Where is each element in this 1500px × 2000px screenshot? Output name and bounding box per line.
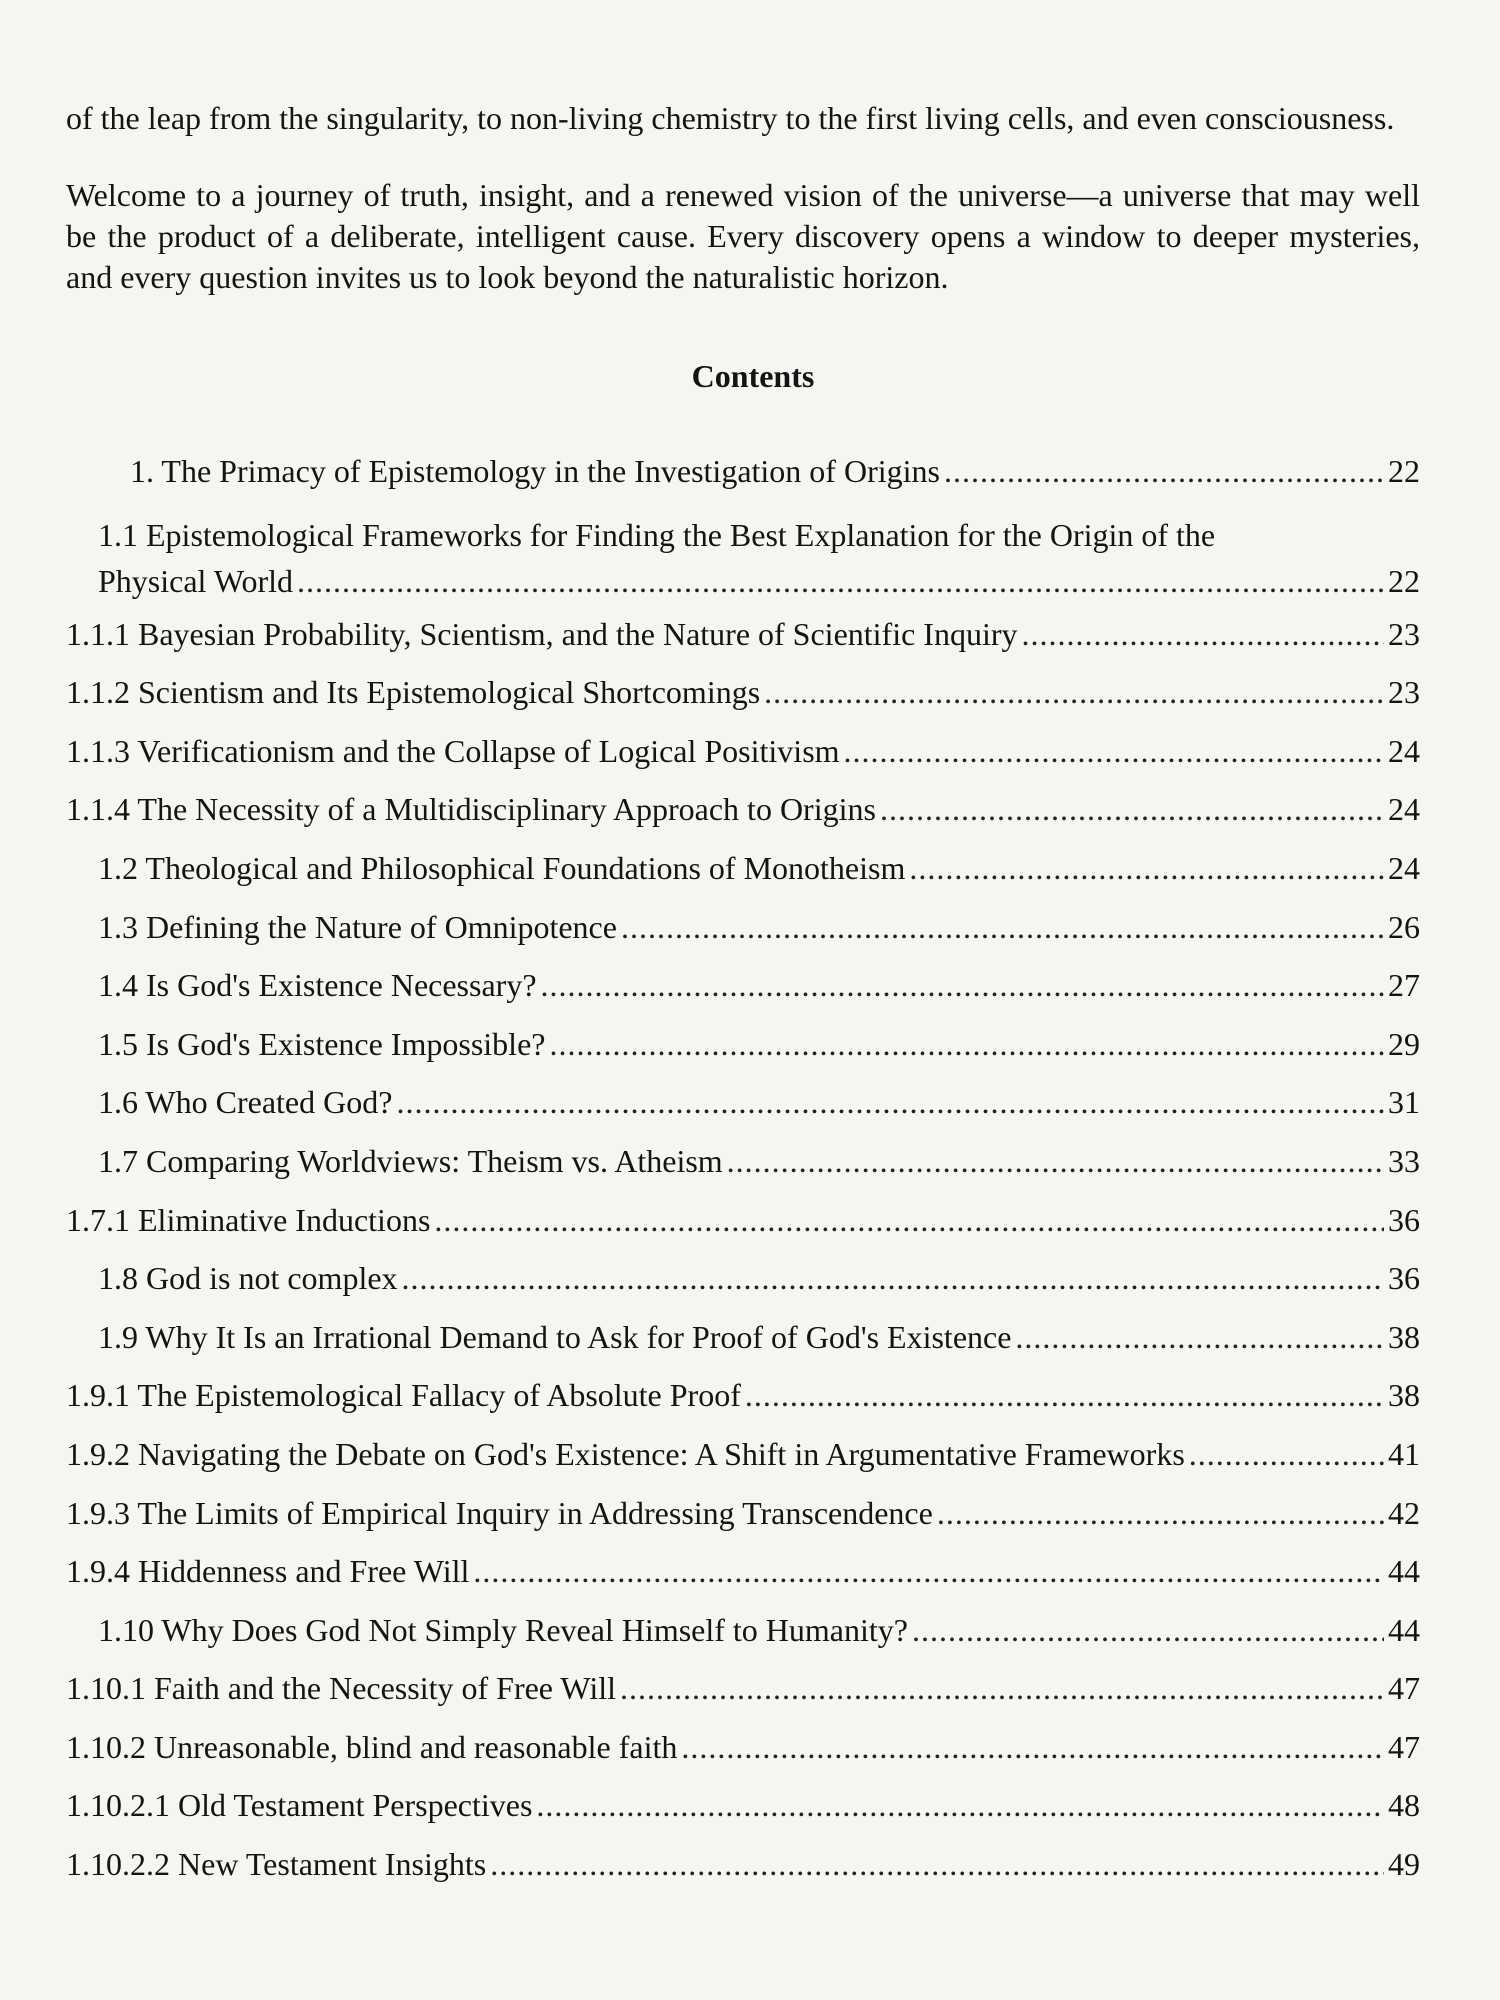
toc-entry-title: 1.1.3 Verificationism and the Collapse of Logical Positivism <box>66 732 840 769</box>
toc-entry-title: 1.9.2 Navigating the Debate on God's Existence: A Shift in Argumentative Frameworks <box>66 1435 1185 1472</box>
toc-entry-page: 22 <box>1388 562 1420 599</box>
toc-entry[interactable] <box>66 791 1420 850</box>
toc-entry-title: 1.10.2 Unreasonable, blind and reasonable faith <box>66 1728 678 1765</box>
toc-leader <box>1022 616 1385 653</box>
toc-entry-page: 44 <box>1388 1553 1420 1590</box>
toc-entry[interactable] <box>66 1787 1420 1846</box>
toc-leader <box>937 1495 1384 1532</box>
toc-entry[interactable] <box>66 1026 1420 1085</box>
toc-leader <box>681 1729 1384 1766</box>
toc-entry-page: 23 <box>1388 674 1420 711</box>
toc-entry[interactable] <box>66 1319 1420 1378</box>
toc-entry-title: 1.1 Epistemological Frameworks for Finding the Best Explanation for the Origin of the <box>98 516 1216 553</box>
toc-entry[interactable] <box>66 1377 1420 1436</box>
toc-entry-page: 48 <box>1388 1787 1420 1824</box>
contents-heading: Contents <box>691 358 815 394</box>
toc-entry-title: 1. The Primacy of Epistemology in the Investigation of Origins <box>130 453 940 489</box>
toc-entry-page: 36 <box>1388 1201 1420 1238</box>
toc-entry[interactable] <box>66 850 1420 909</box>
toc-entry-page: 36 <box>1388 1260 1420 1297</box>
toc-entry[interactable] <box>66 1612 1420 1671</box>
toc-entry-page: 38 <box>1388 1318 1420 1355</box>
toc-entry-page: 47 <box>1388 1728 1420 1765</box>
toc-entry-title: 1.10 Why Does God Not Simply Reveal Himself to Humanity? <box>98 1611 908 1648</box>
toc-entry-page: 38 <box>1388 1377 1420 1414</box>
toc-entry-title: 1.10.2.1 Old Testament Perspectives <box>66 1787 533 1824</box>
toc-entry-title: 1.10.1 Faith and the Necessity of Free Will <box>66 1670 617 1707</box>
toc-entry[interactable] <box>66 616 1420 675</box>
toc-entry-page: 44 <box>1388 1611 1420 1648</box>
toc-leader <box>909 850 1384 887</box>
toc-leader <box>844 733 1384 770</box>
toc-entry[interactable] <box>66 1553 1420 1612</box>
toc-leader <box>536 1787 1384 1824</box>
toc-leader <box>541 967 1384 1004</box>
toc-entry-page: 29 <box>1388 1025 1420 1062</box>
toc-entry-page: 23 <box>1388 615 1420 652</box>
toc-entry[interactable] <box>66 1670 1420 1729</box>
toc-entry[interactable] <box>66 1260 1420 1319</box>
toc-leader <box>402 1260 1384 1297</box>
toc-entry-page: 26 <box>1388 908 1420 945</box>
toc-entry-title: 1.1.2 Scientism and Its Epistemological Shortcomings <box>66 674 761 711</box>
toc-leader <box>549 1026 1384 1063</box>
toc-entry[interactable] <box>66 733 1420 792</box>
toc-leader <box>473 1553 1384 1590</box>
toc-entry-title: 1.7.1 Eliminative Inductions <box>66 1201 431 1238</box>
toc-leader <box>434 1202 1384 1239</box>
toc-entry-title: 1.4 Is God's Existence Necessary? <box>98 967 537 1004</box>
toc-leader <box>1015 1319 1384 1356</box>
toc-leader <box>944 453 1384 490</box>
toc-leader <box>745 1377 1384 1414</box>
toc-entry[interactable] <box>66 1084 1420 1143</box>
toc-entry[interactable] <box>66 967 1420 1026</box>
toc-entry-title: 1.1.1 Bayesian Probability, Scientism, and the Nature of Scientific Inquiry <box>66 615 1018 652</box>
toc-entry[interactable] <box>66 1495 1420 1554</box>
toc-entry-page: 31 <box>1388 1084 1420 1121</box>
toc-entry-page: 24 <box>1388 791 1420 828</box>
toc-entry[interactable] <box>66 1202 1420 1261</box>
toc-leader <box>490 1846 1384 1883</box>
toc-entry-title: 1.1.4 The Necessity of a Multidisciplinary Approach to Origins <box>66 791 876 828</box>
toc-leader <box>1189 1436 1384 1473</box>
toc-entry-title: 1.6 Who Created God? <box>98 1084 393 1121</box>
toc-entry-title: 1.9.1 The Epistemological Fallacy of Absolute Proof <box>66 1377 741 1414</box>
toc-leader <box>396 1084 1384 1121</box>
toc-entry[interactable] <box>66 1143 1420 1202</box>
toc-entry[interactable] <box>66 674 1420 733</box>
toc-entry-page: 41 <box>1388 1435 1420 1472</box>
toc-entry[interactable] <box>66 512 1420 604</box>
toc-entry-page: 42 <box>1388 1494 1420 1531</box>
toc-leader <box>880 791 1384 828</box>
toc-entry-title: 1.10.2.2 New Testament Insights <box>66 1846 487 1883</box>
toc-entry-title: 1.9.3 The Limits of Empirical Inquiry in Addressing Transcendence <box>66 1494 933 1531</box>
toc-entry[interactable] <box>66 1729 1420 1788</box>
toc-entry-title: 1.3 Defining the Nature of Omnipotence <box>98 908 617 945</box>
table-of-contents <box>66 453 1420 1905</box>
toc-entry[interactable] <box>66 1846 1420 1905</box>
toc-entry[interactable] <box>66 453 1420 512</box>
toc-entry-page: 24 <box>1388 732 1420 769</box>
toc-entry-title: 1.9 Why It Is an Irrational Demand to Ask for Proof of God's Existence <box>98 1318 1012 1355</box>
toc-leader <box>764 674 1384 711</box>
intro-paragraph-1: of the leap from the singularity, to non-living chemistry to the first living cells, and even consciousness. <box>66 100 1395 136</box>
toc-entry-page: 27 <box>1388 967 1420 1004</box>
toc-leader <box>912 1612 1384 1649</box>
toc-entry-page: 49 <box>1388 1846 1420 1883</box>
toc-entry-page: 22 <box>1388 453 1420 489</box>
toc-entry-title: 1.9.4 Hiddenness and Free Will <box>66 1553 470 1590</box>
toc-entry-page: 47 <box>1388 1670 1420 1707</box>
toc-entry-title: 1.8 God is not complex <box>98 1260 398 1297</box>
toc-entry[interactable] <box>66 909 1420 968</box>
toc-leader <box>727 1143 1384 1180</box>
toc-entry-page: 33 <box>1388 1142 1420 1179</box>
toc-entry[interactable] <box>66 1436 1420 1495</box>
toc-leader <box>297 558 1384 604</box>
toc-entry-title: 1.2 Theological and Philosophical Foundations of Monotheism <box>98 849 906 886</box>
toc-entry-title: 1.7 Comparing Worldviews: Theism vs. Atheism <box>98 1142 723 1179</box>
intro-paragraph-2: Welcome to a journey of truth, insight, and a renewed vision of the universe—a universe that may well be the product of a deliberate, intelligent cause. Every discovery opens a window to deeper mysteries, and every question invites us to look beyond the naturalistic horizon. <box>66 177 1420 295</box>
toc-leader <box>621 909 1384 946</box>
toc-entry-page: 24 <box>1388 849 1420 886</box>
toc-entry-title: 1.5 Is God's Existence Impossible? <box>98 1025 546 1062</box>
toc-leader <box>620 1670 1384 1707</box>
toc-entry-title-continued: Physical World <box>98 562 294 599</box>
